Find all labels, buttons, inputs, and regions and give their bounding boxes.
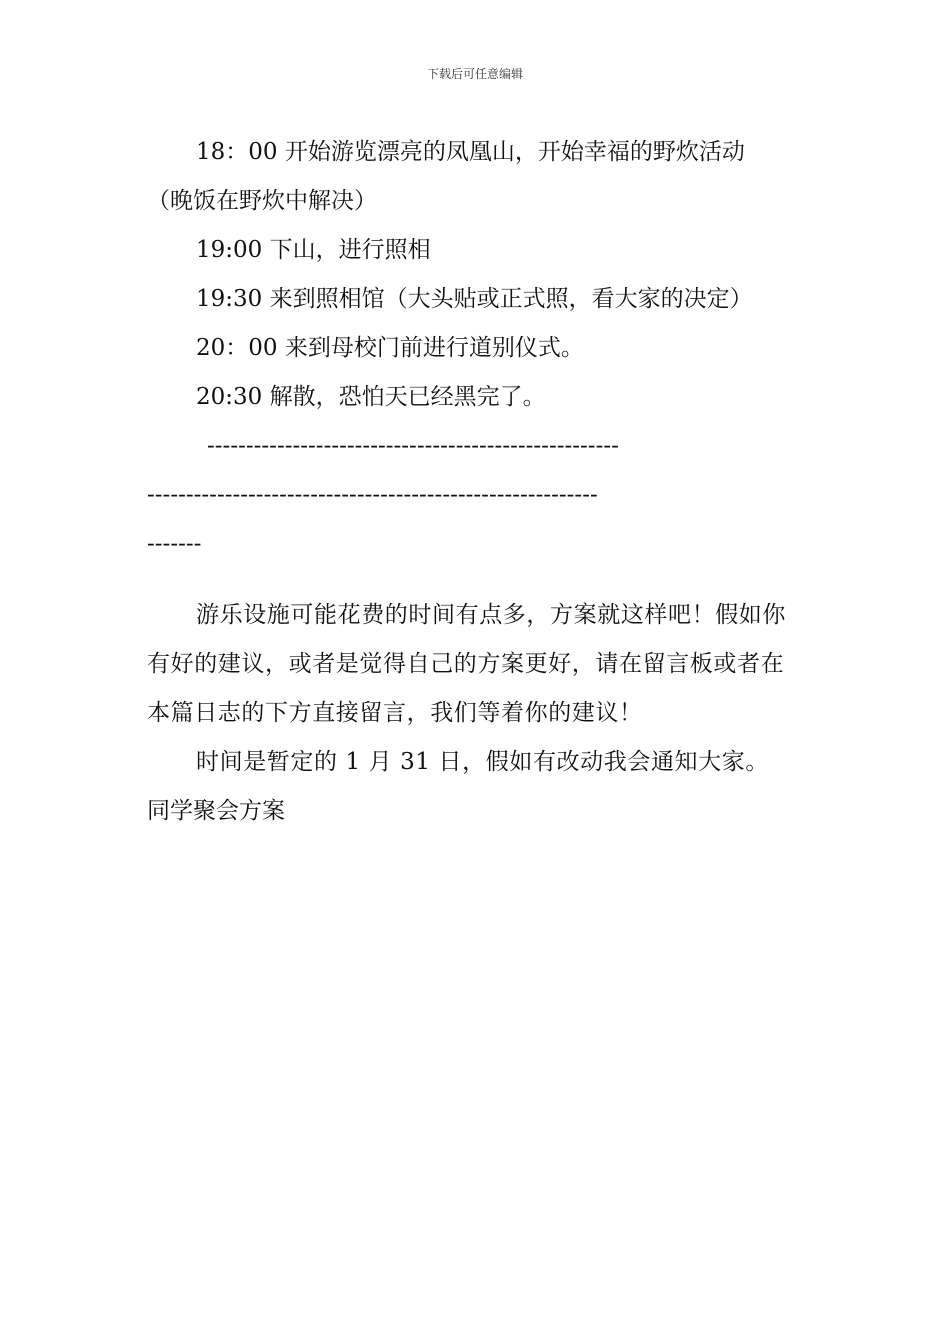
document-footer-title: 同学聚会方案 (147, 798, 285, 824)
paragraph-gap (147, 569, 807, 591)
schedule-line-1800-continuation: （晚饭在野炊中解决） (147, 188, 377, 214)
date-note-paragraph: 时间是暂定的 1 月 31 日，假如有改动我会通知大家。 (196, 749, 769, 775)
document-body (147, 128, 807, 836)
schedule-line-1800: 18：00 开始游览漂亮的凤凰山，开始幸福的野炊活动 (196, 139, 745, 165)
dashed-divider-row-3: ------- (147, 531, 202, 557)
schedule-line-1930: 19:30 来到照相馆（大头贴或正式照，看大家的决定） (196, 286, 753, 312)
schedule-line-2030: 20:30 解散，恐怕天已经黑完了。 (196, 384, 546, 410)
closing-paragraph: 游乐设施可能花费的时间有点多，方案就这样吧！假如你有好的建议，或者是觉得自己的方案更好，请在留言板或者在本篇日志的下方直接留言，我们等着你的建议！ (147, 602, 786, 726)
schedule-line-2000: 20：00 来到母校门前进行道别仪式。 (196, 335, 584, 361)
page-header-note: 下载后可任意编辑 (426, 67, 523, 81)
dashed-divider-row-1: ----------------------------------------------------- (207, 433, 619, 459)
schedule-line-1900: 19:00 下山，进行照相 (196, 237, 431, 263)
dashed-divider-row-2: ---------------------------------------------------------- (147, 482, 598, 508)
